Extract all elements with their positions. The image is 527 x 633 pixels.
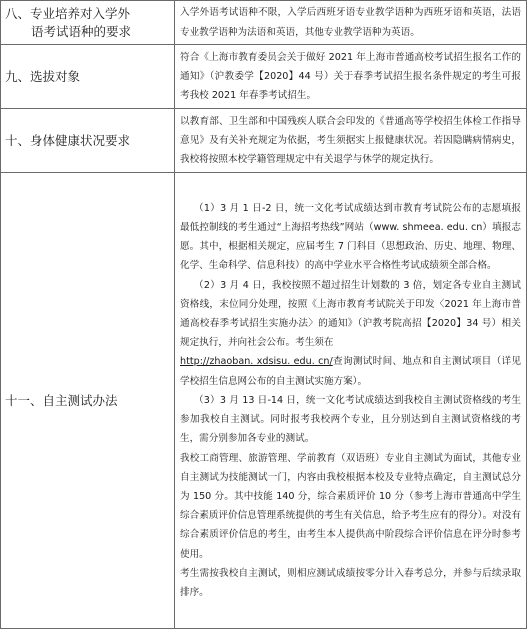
- paragraph: [180, 276, 521, 391]
- label-line: 八、专业培养对入学外: [5, 5, 131, 21]
- paragraph-text: （2）3 月 4 日，我校按照不超过招生计划数的 3 倍，划定各专业自主测试资格线，末位同分处理，按照《上海市教育考试院关于印发〈2021 年上海市普通高校春季考试招生实施办法〉的通知》（沪教考院高招【2020】34 号）相关规定执行，并向社会公布。考生须在: [180, 279, 521, 349]
- paragraph: 符合《上海市教育委员会关于做好 2021 年上海市普通高校考试招生报名工作的通知》（沪教委学【2020】44 号）关于春季考试招生报名条件规定的考生可报考我校 2021 年春季考试招生。: [180, 51, 521, 102]
- label-line: 十一、自主测试办法: [5, 392, 118, 408]
- row-content-self-test-method: [175, 173, 527, 629]
- label-line: 语考试语种的要求: [31, 23, 132, 39]
- table-row: [1, 1, 527, 45]
- paragraph: （1）3 月 1 日-2 日，统一文化考试成绩达到市教育考试院公布的志愿填报最低控制线的考生通过“上海招考热线”网站（www. shmeea. edu. cn）填报志愿。其中，根据相关规定，应届考生 7 门科目（思想政治、历史、地理、物理、化学、生命科学、信息科技）的高中学业水平合格性考试成绩须全部合格。: [180, 202, 521, 272]
- row-label-health-requirement: [1, 109, 175, 173]
- admission-website-link[interactable]: http://zhaoban. xdsisu. edu. cn/: [180, 356, 333, 368]
- paragraph: 入学外语考试语种不限，入学后西班牙语专业教学语种为西班牙语和英语，法语专业教学语种为法语和英语，其他专业教学语种为英语。: [180, 7, 521, 38]
- row-label-self-test-method: [1, 173, 175, 629]
- label-line: 十、身体健康状况要求: [5, 132, 131, 148]
- paragraph: 我校工商管理、旅游管理、学前教育（双语班）专业自主测试为面试，其他专业自主测试为技能测试一门，内容由我校根据本校及专业特点确定，自主测试总分为 150 分。其中技能 140 分，综合素质评价 10 分（参考上海市普通高中学生综合素质评价信息管理系统提供的考生有关信息，给予考生应有的得分）。对没有综合素质评价信息的考生，由考生本人提供高中阶段综合评价信息在评分时参考使用。: [180, 452, 521, 560]
- paragraph-text: 查询测试时间、地点和自主测试项目（详见学校招生信息网公布的自主测试实施方案）。: [180, 356, 521, 387]
- row-label-selection-target: [1, 45, 175, 109]
- paragraph: 以教育部、卫生部和中国残疾人联合会印发的《普通高等学校招生体检工作指导意见》及有关补充规定为依据，考生须据实上报健康状况。若因隐瞒病情病史，我校将按照本校学籍管理规定中有关退学与休学的规定执行。: [180, 115, 521, 166]
- label-line: 九、选拔对象: [5, 68, 81, 84]
- row-content-health-requirement: [175, 109, 527, 173]
- row-content-selection-target: [175, 45, 527, 109]
- row-label-language-requirement: [1, 1, 175, 45]
- row-content-language-requirement: [175, 1, 527, 45]
- table-row: [1, 109, 527, 173]
- bottom-border: [0, 628, 527, 629]
- table-row: [1, 173, 527, 629]
- paragraph: 考生需按我校自主测试，则相应测试成绩按零分计入春考总分，并参与后续录取排序。: [180, 567, 521, 598]
- paragraph: （3）3 月 13 日-14 日，统一文化考试成绩达到我校自主测试资格线的考生参加我校自主测试。同时报考我校两个专业，且分别达到自主测试资格线的考生，需分别参加各专业的测试。: [180, 394, 521, 445]
- table-row: [1, 45, 527, 109]
